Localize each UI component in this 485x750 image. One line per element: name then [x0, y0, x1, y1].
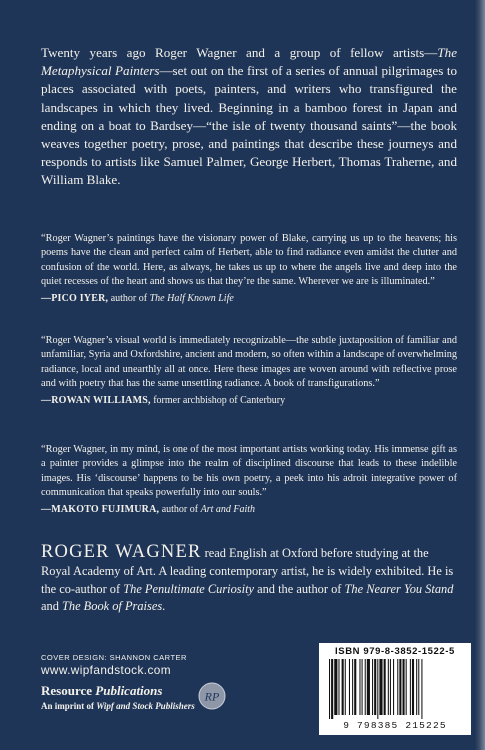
publisher-logo-icon	[198, 682, 226, 710]
barcode-bar	[412, 659, 414, 715]
barcode-bar	[345, 659, 346, 715]
blurb-text-1: Twenty years ago Roger Wagner and a group of fellow artists—	[41, 45, 438, 60]
endorsement-attribution	[41, 394, 457, 408]
barcode-bar	[372, 659, 373, 715]
bio-book-2: The Nearer You Stand	[344, 581, 454, 596]
cover-design-credit: COVER DESIGN: SHANNON CARTER	[41, 653, 187, 662]
barcode-bar	[403, 659, 405, 715]
barcode-bar	[374, 659, 376, 715]
endorser-name: —ROWAN WILLIAMS,	[41, 394, 151, 406]
barcode-bar	[334, 659, 337, 715]
blurb-text-2: —set out on the first of a series of annual pilgrimages to places associated with poets, painters, and writers who transfigured the landscapes in which they lived. Beginning in a bamboo forest in Japan and ending on a boat to Bardsey—“the isle of twenty thousand saints”—the book weaves together poetry, prose, and paintings that describe these journeys and responds to artists like Samuel Palmer, George Herbert, Thomas Traherne, and William Blake.	[41, 63, 458, 188]
barcode-bar	[399, 659, 401, 715]
isbn-barcode	[319, 643, 471, 735]
barcode-bar	[377, 659, 378, 719]
barcode-bar	[390, 659, 391, 715]
barcode-digits: 9 798385 215225	[343, 720, 447, 731]
barcode-bar	[416, 659, 417, 715]
barcode-bar	[397, 659, 398, 715]
publisher-imprint	[41, 701, 195, 711]
barcode-bar	[365, 659, 366, 715]
cover-edge	[475, 0, 485, 750]
barcode-bar	[421, 659, 422, 719]
endorsement-attribution	[41, 503, 457, 517]
endorser-role: former archbishop of Canterbury	[150, 394, 286, 406]
barcode-icon	[325, 659, 465, 719]
publisher-name	[41, 683, 162, 699]
bio-text-2: and the author of	[254, 581, 345, 596]
barcode-bar	[418, 659, 419, 715]
endorsement-text: “Roger Wagner, in my mind, is one of the most important artists working today. His immense gift as a painter provides a glimpse into the realm of disciplined discourse that leads to these indelible images. His ‘discourse’ happens to be his own poetry, a peek into his adroit integrative power of communication that speaks powerfully into our souls.”	[41, 444, 457, 499]
barcode-bar	[379, 659, 382, 715]
blurb-group-name: The Metaphysical Painters	[41, 45, 457, 79]
barcode-bar	[349, 659, 350, 715]
endorsement-2	[41, 334, 457, 408]
publisher-name-plain: Resource	[41, 683, 96, 698]
barcode-bar	[338, 659, 339, 715]
imprint-prefix: An imprint of	[41, 701, 97, 711]
author-bio	[41, 544, 457, 616]
barcode-bar	[352, 659, 353, 715]
barcode-bar	[359, 659, 360, 715]
isbn-label: ISBN 979-8-3852-1522-5	[335, 646, 455, 657]
bio-book-3: The Book of Praises	[62, 599, 163, 614]
barcode-bar	[384, 659, 386, 715]
bio-text-3: and	[41, 599, 62, 614]
barcode-bar	[388, 659, 389, 715]
barcode-bar	[410, 659, 411, 715]
bio-text-4: .	[162, 599, 166, 614]
barcode-bar	[367, 659, 370, 715]
endorser-work: The Half Known Life	[149, 292, 234, 304]
publisher-url[interactable]: www.wipfandstock.com	[41, 663, 171, 677]
imprint-name: Wipf and Stock Publishers	[96, 701, 195, 711]
endorser-name: —MAKOTO FUJIMURA,	[41, 503, 160, 515]
endorsement-attribution	[41, 292, 457, 306]
book-description	[41, 44, 457, 190]
author-name: ROGER WAGNER	[41, 542, 202, 562]
barcode-bar	[329, 659, 330, 719]
endorser-name: —PICO IYER,	[41, 292, 109, 304]
bio-text-1: read English at Oxford before studying at the Royal Academy of Art. A leading contemporary artist, he is widely exhibited. He is the co-author of	[41, 546, 454, 596]
endorsement-1	[41, 232, 457, 306]
barcode-bar	[393, 659, 394, 715]
endorsement-text: “Roger Wagner’s paintings have the visionary power of Blake, carrying us up to the heavens; his poems have the clean and perfect calm of Herbert, able to find radiance even amidst the clutter and confusion of the world. Here, as always, he takes us up to where the angels live and deep into the quiet recesses of the heart and shows us that they’re the same. Wherever we are is illuminated.”	[41, 233, 457, 288]
endorser-role: author of	[108, 292, 150, 304]
endorser-role: author of	[159, 503, 201, 515]
barcode-bar	[406, 659, 407, 715]
barcode-bar	[362, 659, 363, 715]
endorsement-text: “Roger Wagner’s visual world is immediately recognizable—the subtle juxtaposition of familiar and unfamiliar, Syria and Oxfordshire, ancient and modern, so often within a landscape of overwhelming radiance, local and unearthly all at once. Here these images are woven around with reflective prose and with poetry that has the same unsettling radiance. A book of transfigurations.”	[41, 335, 457, 390]
endorser-work: Art and Faith	[200, 503, 256, 515]
bio-book-1: The Penultimate Curiosity	[123, 581, 255, 596]
endorsement-3	[41, 443, 457, 517]
barcode-bar	[354, 659, 356, 715]
publisher-logo-text: RP	[204, 689, 220, 704]
barcode-bar	[342, 659, 344, 715]
barcode-bar	[331, 659, 333, 719]
publisher-name-italic: Publications	[95, 683, 163, 698]
